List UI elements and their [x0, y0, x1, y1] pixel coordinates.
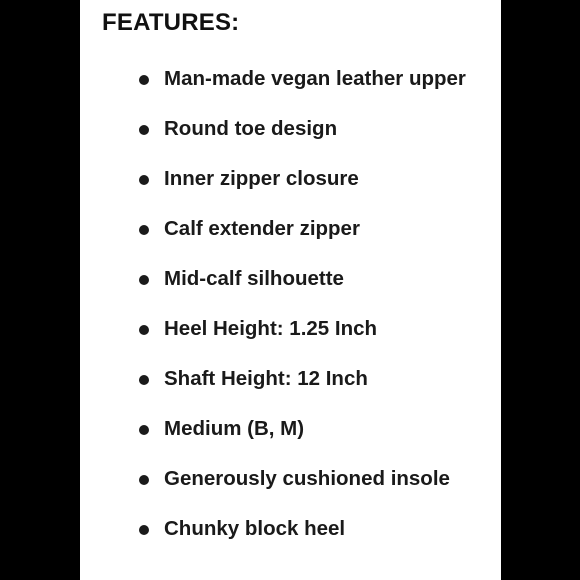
feature-item [80, 514, 501, 544]
bullet-icon [139, 75, 149, 85]
feature-item [80, 164, 501, 194]
feature-text: Generously cushioned insole [164, 467, 450, 490]
bullet-icon [139, 475, 149, 485]
feature-text: Man-made vegan leather upper [164, 67, 466, 90]
features-panel [80, 0, 501, 580]
feature-item [80, 464, 501, 494]
feature-text: Chunky block heel [164, 517, 346, 540]
feature-text: Calf extender zipper [164, 217, 360, 240]
feature-text: Mid-calf silhouette [164, 267, 344, 290]
feature-text: Shaft Height: 12 Inch [164, 367, 368, 390]
feature-item [80, 114, 501, 144]
feature-item [80, 364, 501, 394]
features-heading: FEATURES: [102, 9, 240, 36]
feature-item [80, 314, 501, 344]
features-list [80, 64, 501, 564]
bullet-icon [139, 325, 149, 335]
feature-item [80, 264, 501, 294]
feature-text: Inner zipper closure [164, 167, 359, 190]
feature-text: Medium (B, M) [164, 417, 305, 440]
feature-text: Heel Height: 1.25 Inch [164, 317, 378, 340]
bullet-icon [139, 375, 149, 385]
bullet-icon [139, 175, 149, 185]
bullet-icon [139, 125, 149, 135]
feature-item [80, 64, 501, 94]
bullet-icon [139, 225, 149, 235]
feature-item [80, 414, 501, 444]
feature-item [80, 214, 501, 244]
bullet-icon [139, 425, 149, 435]
feature-text: Round toe design [164, 117, 338, 140]
bullet-icon [139, 275, 149, 285]
bullet-icon [139, 525, 149, 535]
